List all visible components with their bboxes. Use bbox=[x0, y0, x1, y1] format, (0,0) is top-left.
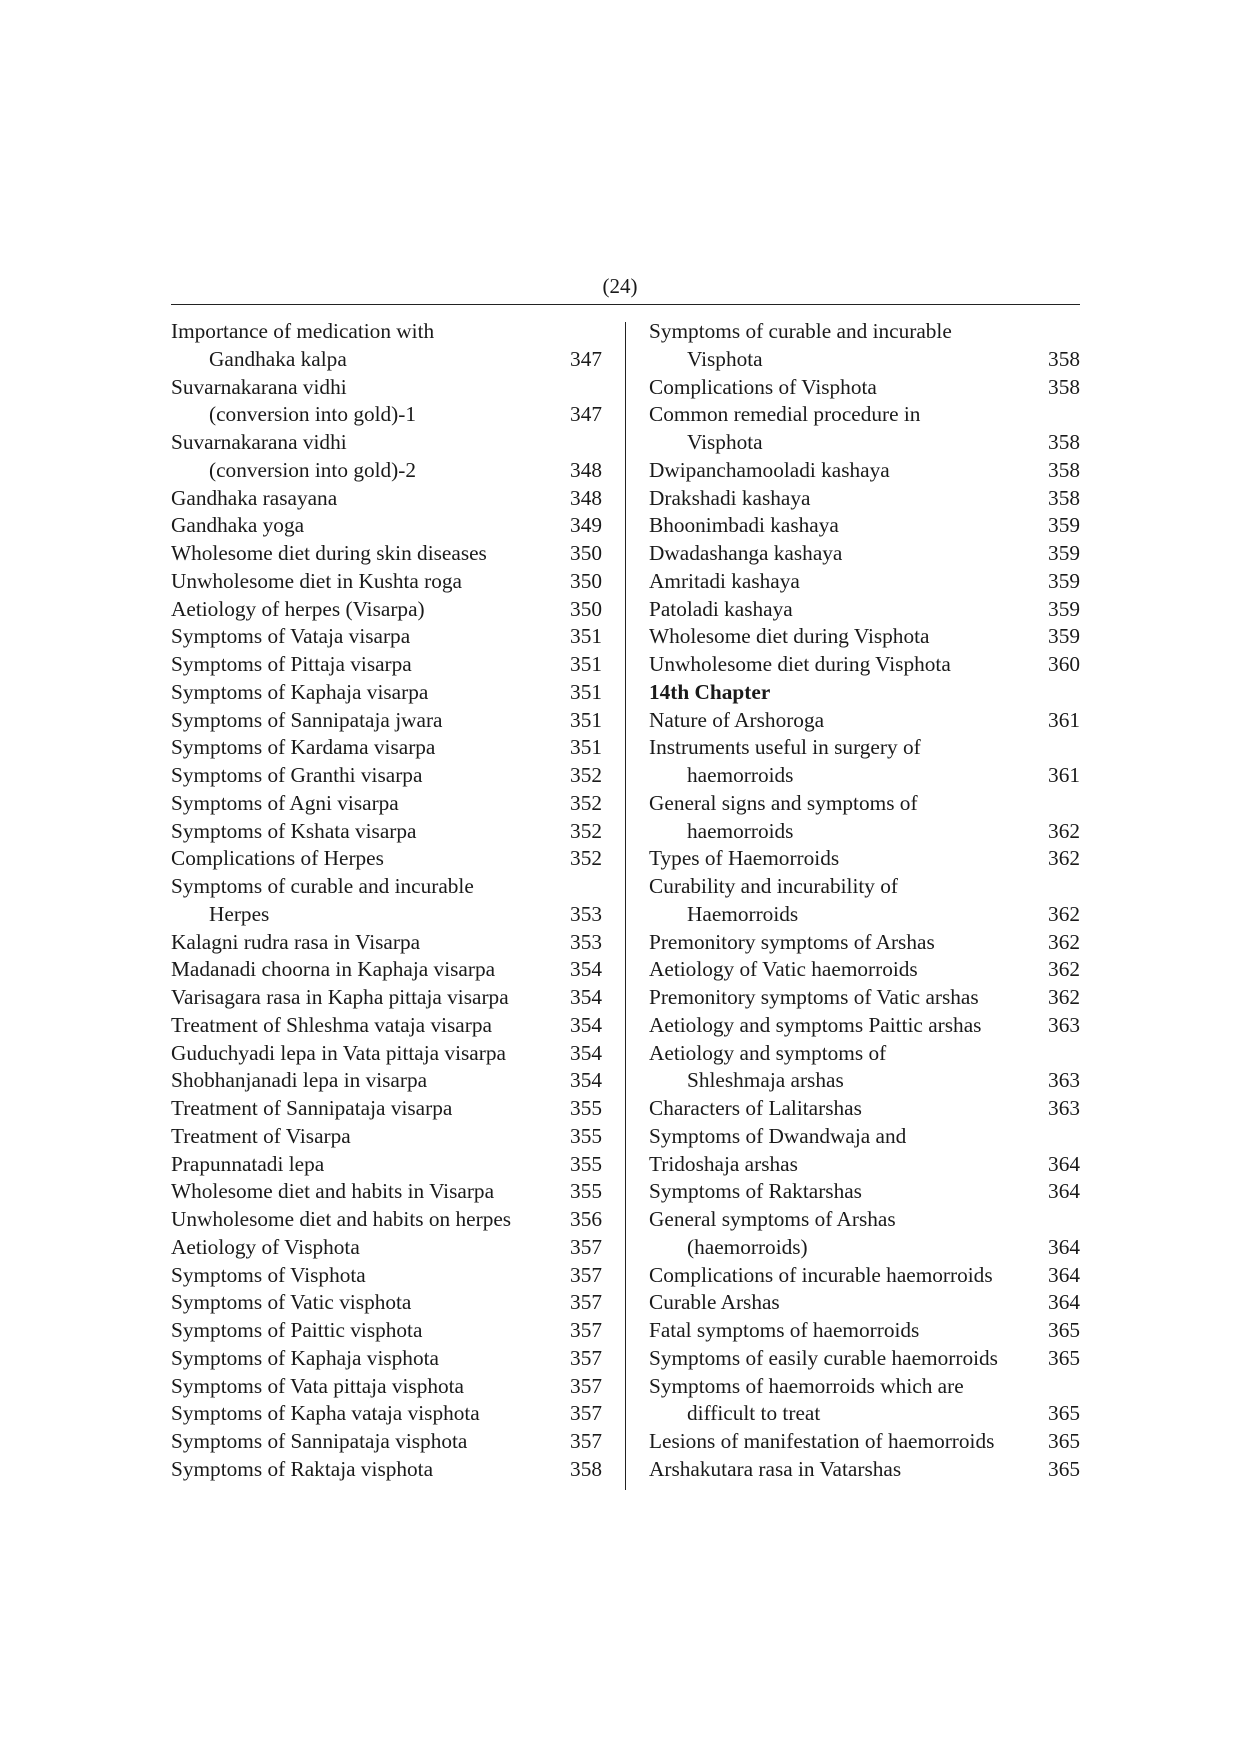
toc-entry bbox=[649, 318, 1080, 346]
toc-entry-title: Dwadashanga kashaya bbox=[649, 541, 843, 565]
toc-entry bbox=[649, 429, 1080, 457]
toc-entry-page: 357 bbox=[570, 1290, 602, 1315]
toc-entry bbox=[649, 457, 1080, 485]
toc-entry bbox=[649, 818, 1080, 846]
toc-entry-title: Symptoms of Raktarshas bbox=[649, 1179, 862, 1204]
toc-entry bbox=[171, 1317, 602, 1345]
toc-entry-title: Types of Haemorroids bbox=[649, 846, 840, 871]
toc-entry-title: Aetiology and symptoms of bbox=[649, 1040, 887, 1065]
toc-entry-page: 356 bbox=[570, 1207, 602, 1231]
toc-entry bbox=[649, 734, 1080, 762]
toc-entry bbox=[171, 1178, 602, 1206]
toc-entry-page: 363 bbox=[1048, 1096, 1080, 1120]
toc-entry bbox=[649, 984, 1080, 1012]
chapter-heading bbox=[649, 679, 1080, 707]
toc-entry bbox=[649, 568, 1080, 596]
toc-entry-page: 362 bbox=[1048, 985, 1080, 1009]
toc-entry bbox=[171, 429, 602, 457]
toc-entry-page: 362 bbox=[1048, 957, 1080, 982]
toc-entry bbox=[171, 845, 602, 873]
toc-entry bbox=[171, 1289, 602, 1317]
toc-entry-title: Complications of incurable haemorroids bbox=[649, 1262, 993, 1287]
toc-entry-title: Symptoms of Vatic visphota bbox=[171, 1290, 412, 1315]
toc-entry-page: 351 bbox=[570, 624, 602, 649]
toc-entry bbox=[171, 512, 602, 540]
toc-entry-page: 347 bbox=[570, 346, 602, 371]
toc-entry-page: 355 bbox=[570, 1179, 602, 1204]
toc-entry bbox=[171, 734, 602, 762]
toc-entry-title: Dwipanchamooladi kashaya bbox=[649, 457, 890, 482]
toc-entry-page: 359 bbox=[1048, 624, 1080, 649]
toc-entry-page: 364 bbox=[1048, 1234, 1080, 1259]
toc-entry-title: Prapunnatadi lepa bbox=[171, 1151, 325, 1176]
toc-entry bbox=[649, 1317, 1080, 1345]
toc-entry-page: 358 bbox=[1048, 430, 1080, 454]
toc-entry bbox=[171, 1456, 602, 1484]
toc-entry-title: Aetiology and symptoms Paittic arshas bbox=[649, 1012, 982, 1037]
toc-entry bbox=[171, 457, 602, 485]
toc-entry-title: Guduchyadi lepa in Vata pittaja visarpa bbox=[171, 1040, 506, 1065]
toc-entry-title: Unwholesome diet in Kushta roga bbox=[171, 568, 463, 593]
toc-entry-page: 359 bbox=[1048, 513, 1080, 538]
toc-entry-page: 364 bbox=[1048, 1151, 1080, 1176]
toc-entry bbox=[649, 790, 1080, 818]
toc-entry-title: Haemorroids bbox=[687, 901, 799, 926]
toc-entry-page: 354 bbox=[570, 1012, 602, 1037]
toc-entry-page: 364 bbox=[1048, 1262, 1080, 1287]
toc-entry-title: General symptoms of Arshas bbox=[649, 1207, 896, 1231]
toc-entry bbox=[649, 873, 1080, 901]
toc-entry bbox=[171, 1428, 602, 1456]
toc-entry-page: 350 bbox=[570, 596, 602, 621]
toc-entry-title: Gandhaka kalpa bbox=[209, 346, 347, 371]
toc-entry-title: Complications of Herpes bbox=[171, 846, 384, 871]
toc-entry-title: Suvarnakarana vidhi bbox=[171, 374, 347, 399]
toc-entry bbox=[171, 1262, 602, 1290]
toc-entry bbox=[649, 1456, 1080, 1484]
toc-entry-title: Drakshadi kashaya bbox=[649, 485, 811, 510]
toc-entry-title: Importance of medication with bbox=[171, 319, 435, 343]
toc-entry bbox=[171, 818, 602, 846]
toc-entry-page: 357 bbox=[570, 1429, 602, 1453]
toc-entry-title: Treatment of Visarpa bbox=[171, 1123, 351, 1148]
toc-left-column bbox=[171, 318, 602, 1484]
toc-entry-title: haemorroids bbox=[687, 818, 794, 843]
toc-entry-title: Instruments useful in surgery of bbox=[649, 735, 921, 760]
toc-entry-page: 364 bbox=[1048, 1290, 1080, 1315]
toc-entry-page: 351 bbox=[570, 735, 602, 760]
toc-entry-page: 348 bbox=[570, 457, 602, 482]
toc-entry bbox=[171, 1345, 602, 1373]
toc-entry-page: 363 bbox=[1048, 1012, 1080, 1037]
toc-entry-page: 355 bbox=[570, 1096, 602, 1120]
toc-entry bbox=[649, 1373, 1080, 1401]
toc-entry-title: Symptoms of curable and incurable bbox=[649, 319, 952, 343]
toc-entry-page: 349 bbox=[570, 513, 602, 538]
toc-entry-title: Varisagara rasa in Kapha pittaja visarpa bbox=[171, 985, 509, 1009]
toc-entry-title: Symptoms of Kshata visarpa bbox=[171, 818, 417, 843]
toc-entry bbox=[171, 929, 602, 957]
toc-entry bbox=[649, 1234, 1080, 1262]
toc-entry-page: 362 bbox=[1048, 901, 1080, 926]
toc-entry-page: 352 bbox=[570, 846, 602, 871]
toc-entry-page: 357 bbox=[570, 1318, 602, 1342]
toc-entry-page: 357 bbox=[570, 1234, 602, 1259]
toc-entry-page: 357 bbox=[570, 1373, 602, 1398]
toc-entry-title: Complications of Visphota bbox=[649, 374, 877, 399]
toc-entry-title: Aetiology of Vatic haemorroids bbox=[649, 957, 918, 982]
toc-entry bbox=[649, 1012, 1080, 1040]
toc-entry-title: Symptoms of easily curable haemorroids bbox=[649, 1345, 998, 1370]
toc-entry-title: Characters of Lalitarshas bbox=[649, 1096, 862, 1120]
toc-entry bbox=[171, 1012, 602, 1040]
toc-entry-title: Symptoms of Dwandwaja and bbox=[649, 1123, 907, 1148]
toc-entry-page: 365 bbox=[1048, 1401, 1080, 1426]
toc-entry-title: Fatal symptoms of haemorroids bbox=[649, 1318, 920, 1342]
toc-entry-title: Visphota bbox=[687, 430, 763, 454]
toc-entry bbox=[171, 318, 602, 346]
toc-entry bbox=[649, 1289, 1080, 1317]
toc-entry-page: 354 bbox=[570, 985, 602, 1009]
toc-entry bbox=[649, 540, 1080, 568]
toc-entry bbox=[171, 790, 602, 818]
toc-entry-page: 350 bbox=[570, 568, 602, 593]
toc-entry-title: Treatment of Shleshma vataja visarpa bbox=[171, 1012, 492, 1037]
toc-entry-page: 352 bbox=[570, 790, 602, 815]
toc-entry-title: Amritadi kashaya bbox=[649, 568, 800, 593]
toc-entry bbox=[171, 1095, 602, 1123]
toc-entry bbox=[171, 984, 602, 1012]
toc-entry-title: Symptoms of Vata pittaja visphota bbox=[171, 1373, 465, 1398]
toc-entry-title: Symptoms of Kaphaja visarpa bbox=[171, 679, 429, 704]
toc-entry-title: (haemorroids) bbox=[687, 1234, 808, 1259]
toc-entry-page: 357 bbox=[570, 1401, 602, 1426]
toc-entry-title: Symptoms of Kardama visarpa bbox=[171, 735, 436, 760]
toc-entry-title: Premonitory symptoms of Vatic arshas bbox=[649, 985, 979, 1009]
toc-entry bbox=[649, 623, 1080, 651]
toc-entry-title: Treatment of Sannipataja visarpa bbox=[171, 1096, 453, 1120]
toc-entry-title: Symptoms of haemorroids which are bbox=[649, 1373, 964, 1398]
toc-entry-page: 365 bbox=[1048, 1429, 1080, 1453]
toc-entry-page: 364 bbox=[1048, 1179, 1080, 1204]
toc-entry-title: Wholesome diet and habits in Visarpa bbox=[171, 1179, 495, 1204]
toc-entry-page: 361 bbox=[1048, 707, 1080, 732]
toc-entry-title: Symptoms of Pittaja visarpa bbox=[171, 652, 412, 676]
toc-entry-page: 355 bbox=[570, 1151, 602, 1176]
toc-entry bbox=[649, 1262, 1080, 1290]
toc-entry-title: 14th Chapter bbox=[649, 679, 771, 704]
toc-entry-title: Nature of Arshoroga bbox=[649, 707, 825, 732]
toc-entry-title: Visphota bbox=[687, 346, 763, 371]
toc-entry bbox=[171, 651, 602, 679]
toc-entry-page: 347 bbox=[570, 402, 602, 427]
toc-entry bbox=[649, 901, 1080, 929]
toc-entry-title: Premonitory symptoms of Arshas bbox=[649, 929, 935, 954]
toc-entry-title: Symptoms of Sannipataja visphota bbox=[171, 1429, 468, 1453]
toc-entry-title: Wholesome diet during skin diseases bbox=[171, 541, 487, 565]
toc-entry-title: Symptoms of Kaphaja visphota bbox=[171, 1345, 439, 1370]
toc-entry-title: Symptoms of Vataja visarpa bbox=[171, 624, 411, 649]
toc-entry bbox=[171, 873, 602, 901]
toc-entry bbox=[649, 651, 1080, 679]
toc-entry-title: Symptoms of Kapha vataja visphota bbox=[171, 1401, 480, 1426]
toc-entry bbox=[649, 1040, 1080, 1068]
toc-entry bbox=[171, 623, 602, 651]
toc-entry-title: Kalagni rudra rasa in Visarpa bbox=[171, 929, 421, 954]
toc-entry-page: 358 bbox=[1048, 457, 1080, 482]
toc-entry bbox=[171, 374, 602, 402]
toc-entry bbox=[171, 956, 602, 984]
toc-entry bbox=[171, 346, 602, 374]
toc-entry-page: 359 bbox=[1048, 541, 1080, 565]
toc-entry bbox=[171, 1234, 602, 1262]
toc-entry-page: 351 bbox=[570, 679, 602, 704]
toc-entry-page: 359 bbox=[1048, 568, 1080, 593]
toc-entry bbox=[649, 485, 1080, 513]
toc-entry-page: 365 bbox=[1048, 1318, 1080, 1342]
toc-entry-page: 359 bbox=[1048, 596, 1080, 621]
toc-entry-page: 350 bbox=[570, 541, 602, 565]
toc-entry bbox=[171, 1206, 602, 1234]
toc-entry-page: 363 bbox=[1048, 1068, 1080, 1093]
toc-entry bbox=[649, 1178, 1080, 1206]
toc-entry-title: General signs and symptoms of bbox=[649, 790, 918, 815]
toc-entry-page: 354 bbox=[570, 1068, 602, 1093]
toc-entry-title: Common remedial procedure in bbox=[649, 402, 921, 427]
toc-entry bbox=[649, 401, 1080, 429]
toc-entry-title: Curable Arshas bbox=[649, 1290, 780, 1315]
toc-entry-title: Arshakutara rasa in Vatarshas bbox=[649, 1456, 902, 1481]
toc-entry-page: 358 bbox=[1048, 346, 1080, 371]
toc-entry bbox=[649, 596, 1080, 624]
toc-entry-title: Shobhanjanadi lepa in visarpa bbox=[171, 1068, 428, 1093]
toc-entry-title: Herpes bbox=[209, 901, 270, 926]
toc-entry bbox=[649, 346, 1080, 374]
toc-entry-title: Aetiology of herpes (Visarpa) bbox=[171, 596, 425, 621]
toc-entry-page: 351 bbox=[570, 652, 602, 676]
toc-right-column bbox=[649, 318, 1080, 1484]
toc-entry-page: 358 bbox=[1048, 374, 1080, 399]
toc-entry-page: 354 bbox=[570, 957, 602, 982]
toc-entry bbox=[649, 956, 1080, 984]
toc-entry bbox=[649, 1123, 1080, 1151]
toc-entry bbox=[171, 568, 602, 596]
toc-entry-page: 353 bbox=[570, 901, 602, 926]
toc-entry-title: Wholesome diet during Visphota bbox=[649, 624, 930, 649]
toc-entry-page: 355 bbox=[570, 1123, 602, 1148]
toc-entry bbox=[171, 1040, 602, 1068]
toc-entry bbox=[171, 1400, 602, 1428]
toc-entry-page: 354 bbox=[570, 1040, 602, 1065]
toc-entry-title: Symptoms of Visphota bbox=[171, 1262, 366, 1287]
toc-entry-title: Symptoms of Sannipataja jwara bbox=[171, 707, 443, 732]
column-divider bbox=[625, 322, 626, 1490]
toc-entry-title: Aetiology of Visphota bbox=[171, 1234, 360, 1259]
toc-entry-page: 362 bbox=[1048, 929, 1080, 954]
toc-entry bbox=[649, 845, 1080, 873]
toc-entry-page: 361 bbox=[1048, 763, 1080, 787]
toc-entry bbox=[649, 1206, 1080, 1234]
toc-entry-page: 365 bbox=[1048, 1456, 1080, 1481]
toc-entry-title: Symptoms of Granthi visarpa bbox=[171, 763, 423, 787]
toc-entry bbox=[171, 679, 602, 707]
toc-entry-title: Suvarnakarana vidhi bbox=[171, 430, 347, 454]
toc-entry-page: 362 bbox=[1048, 846, 1080, 871]
toc-entry-title: Symptoms of curable and incurable bbox=[171, 874, 474, 898]
toc-entry-title: Unwholesome diet and habits on herpes bbox=[171, 1207, 512, 1231]
toc-entry-title: (conversion into gold)-1 bbox=[209, 402, 417, 427]
toc-entry-title: Tridoshaja arshas bbox=[649, 1151, 798, 1176]
toc-entry bbox=[649, 762, 1080, 790]
toc-entry-page: 351 bbox=[570, 707, 602, 732]
toc-entry bbox=[649, 512, 1080, 540]
toc-entry-title: Lesions of manifestation of haemorroids bbox=[649, 1429, 995, 1453]
toc-entry-page: 352 bbox=[570, 818, 602, 843]
toc-entry bbox=[171, 485, 602, 513]
toc-entry-title: Symptoms of Paittic visphota bbox=[171, 1318, 423, 1342]
toc-entry-page: 357 bbox=[570, 1345, 602, 1370]
toc-entry bbox=[171, 540, 602, 568]
toc-entry-title: haemorroids bbox=[687, 763, 794, 787]
toc-entry bbox=[171, 901, 602, 929]
toc-entry bbox=[649, 1400, 1080, 1428]
toc-entry-title: Symptoms of Agni visarpa bbox=[171, 790, 399, 815]
toc-entry bbox=[171, 1067, 602, 1095]
toc-entry-page: 357 bbox=[570, 1262, 602, 1287]
toc-entry bbox=[171, 401, 602, 429]
toc-entry-title: (conversion into gold)-2 bbox=[209, 457, 417, 482]
toc-entry-title: Patoladi kashaya bbox=[649, 596, 793, 621]
page-number: (24) bbox=[602, 274, 638, 298]
toc-entry bbox=[649, 1151, 1080, 1179]
toc-entry-title: Bhoonimbadi kashaya bbox=[649, 513, 839, 538]
toc-entry bbox=[649, 707, 1080, 735]
toc-entry-page: 353 bbox=[570, 929, 602, 954]
toc-entry bbox=[649, 929, 1080, 957]
toc-entry bbox=[649, 1095, 1080, 1123]
toc-entry-title: Unwholesome diet during Visphota bbox=[649, 652, 951, 676]
toc-entry bbox=[649, 1428, 1080, 1456]
toc-entry-page: 348 bbox=[570, 485, 602, 510]
toc-entry bbox=[649, 1067, 1080, 1095]
toc-entry-page: 362 bbox=[1048, 818, 1080, 843]
toc-entry bbox=[649, 374, 1080, 402]
toc-entry-page: 352 bbox=[570, 763, 602, 787]
toc-entry bbox=[171, 1123, 602, 1151]
toc-entry-title: Shleshmaja arshas bbox=[687, 1068, 844, 1093]
toc-entry bbox=[171, 596, 602, 624]
toc-entry-title: Curability and incurability of bbox=[649, 874, 899, 898]
toc-entry bbox=[171, 1373, 602, 1401]
toc-entry-page: 358 bbox=[1048, 485, 1080, 510]
toc-entry-page: 365 bbox=[1048, 1345, 1080, 1370]
toc-entry bbox=[171, 707, 602, 735]
toc-entry bbox=[171, 1151, 602, 1179]
header-rule bbox=[171, 304, 1080, 305]
toc-entry-page: 360 bbox=[1048, 652, 1080, 676]
toc-entry-page: 358 bbox=[570, 1456, 602, 1481]
toc-entry bbox=[649, 1345, 1080, 1373]
toc-entry-title: Symptoms of Raktaja visphota bbox=[171, 1456, 434, 1481]
toc-entry-title: Gandhaka yoga bbox=[171, 513, 305, 538]
toc-entry bbox=[171, 762, 602, 790]
toc-entry-title: difficult to treat bbox=[687, 1401, 821, 1426]
toc-entry-title: Gandhaka rasayana bbox=[171, 485, 338, 510]
toc-entry-title: Madanadi choorna in Kaphaja visarpa bbox=[171, 957, 496, 982]
